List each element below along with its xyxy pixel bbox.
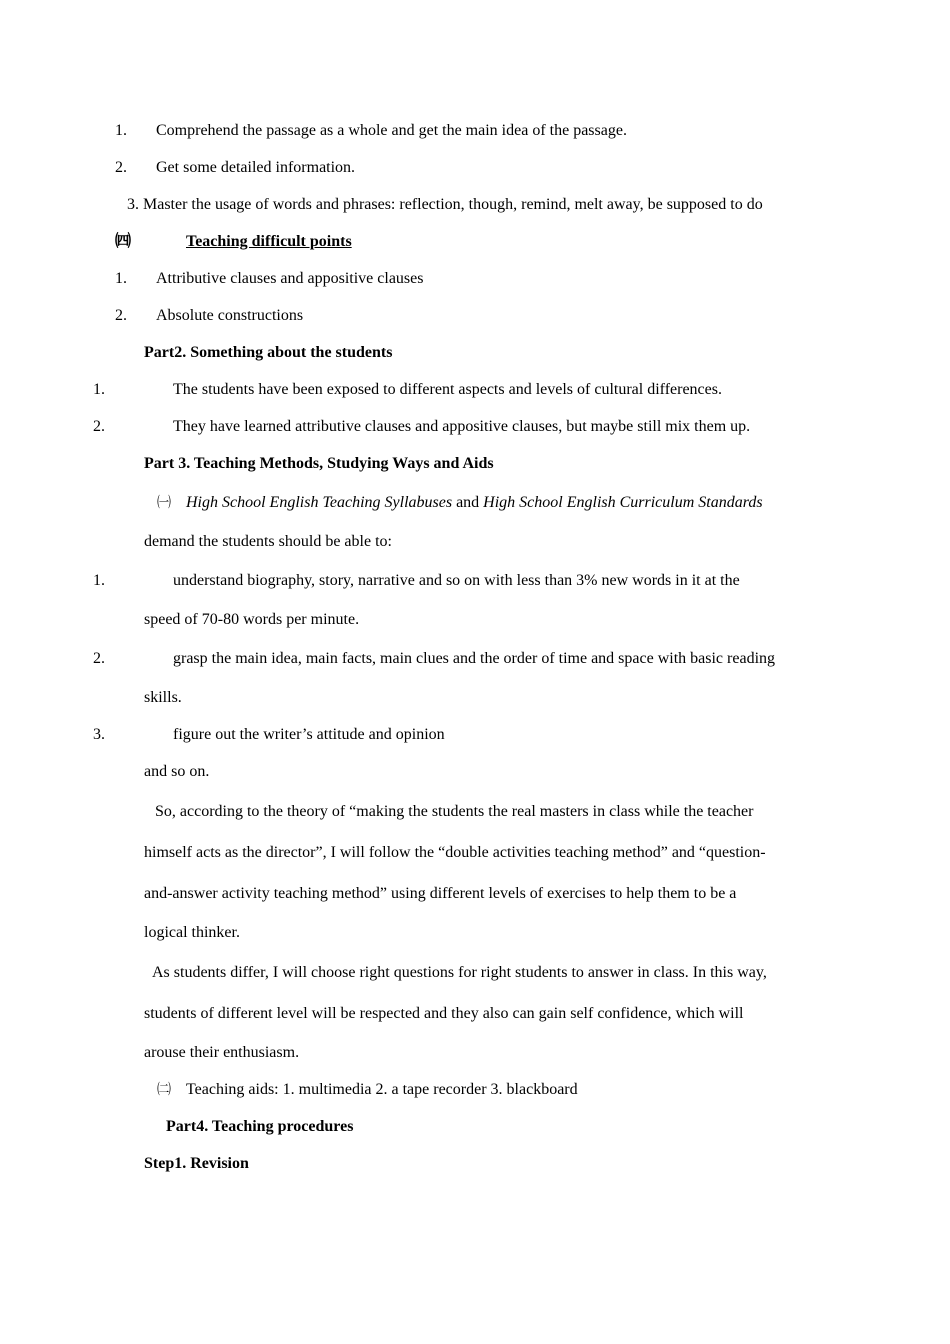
- text-segment: students of different level will be respected and they also can gain self confidence, which will: [144, 1005, 744, 1022]
- paragraph-line: [0, 791, 950, 832]
- text-segment: speed of 70-80 words per minute.: [144, 611, 360, 628]
- list-marker: 2.: [115, 159, 127, 176]
- list-item: [0, 260, 950, 297]
- paragraph-line: [0, 1034, 950, 1071]
- list-item: [0, 371, 950, 408]
- text-segment: Absolute constructions: [156, 307, 304, 324]
- text-segment: and: [452, 494, 484, 511]
- text-segment: Step1. Revision: [144, 1155, 249, 1172]
- text-segment: figure out the writer’s attitude and opinion: [173, 726, 445, 743]
- text-segment: So, according to the theory of “making the students the real masters in class while the teacher: [155, 803, 754, 820]
- paragraph-line: [0, 873, 950, 914]
- section-heading: [0, 1108, 950, 1145]
- paragraph-line: [0, 523, 950, 560]
- text-segment: Part2. Something about the students: [144, 344, 393, 361]
- list-item: [0, 112, 950, 149]
- text-segment: 3. Master the usage of words and phrases: reflection, though, remind, melt away, be supposed to do: [127, 196, 763, 213]
- list-item: [0, 297, 950, 334]
- text-segment: himself acts as the director”, I will follow the “double activities teaching method” and “question-: [144, 844, 766, 861]
- list-item: [0, 408, 950, 445]
- paragraph-line: [0, 601, 950, 638]
- section-heading: [0, 334, 950, 371]
- paragraph-line: [0, 832, 950, 873]
- section-heading: [0, 1145, 950, 1182]
- paragraph-line: [0, 753, 950, 791]
- text-segment: Part4. Teaching procedures: [166, 1118, 354, 1135]
- list-marker: ㈠: [157, 496, 171, 511]
- text-segment: and-answer activity teaching method” using different levels of exercises to help them to be a: [144, 885, 737, 902]
- list-marker: 1.: [115, 270, 127, 287]
- text-segment: grasp the main idea, main facts, main clues and the order of time and space with basic reading: [173, 650, 776, 667]
- text-segment: Part 3. Teaching Methods, Studying Ways and Aids: [144, 455, 494, 472]
- text-segment: They have learned attributive clauses and appositive clauses, but maybe still mix them up.: [173, 418, 751, 435]
- paragraph-line: [0, 914, 950, 952]
- text-segment: Teaching difficult points: [186, 233, 352, 250]
- text-segment: High School English Teaching Syllabuses: [186, 494, 453, 511]
- text-segment: Comprehend the passage as a whole and get the main idea of the passage.: [156, 122, 627, 139]
- list-marker: ㈡: [157, 1083, 171, 1098]
- text-segment: As students differ, I will choose right questions for right students to answer in class. In this way,: [152, 964, 767, 981]
- reference-line: [0, 482, 950, 523]
- text-segment: demand the students should be able to:: [144, 533, 392, 550]
- list-marker: 2.: [93, 418, 105, 435]
- list-item: [0, 149, 950, 186]
- list-item: [0, 186, 950, 223]
- list-marker: 1.: [93, 381, 105, 398]
- text-segment: logical thinker.: [144, 924, 240, 941]
- text-segment: Attributive clauses and appositive clauses: [156, 270, 424, 287]
- text-segment: arouse their enthusiasm.: [144, 1044, 300, 1061]
- text-segment: skills.: [144, 689, 182, 706]
- section-heading: [0, 223, 950, 260]
- list-item: [0, 638, 950, 679]
- list-marker: 3.: [93, 726, 105, 743]
- text-segment: Teaching aids: 1. multimedia 2. a tape recorder 3. blackboard: [186, 1081, 578, 1098]
- list-marker: 2.: [115, 307, 127, 324]
- paragraph-line: [0, 952, 950, 993]
- text-segment: Get some detailed information.: [156, 159, 356, 176]
- paragraph-line: [0, 679, 950, 716]
- text-segment: understand biography, story, narrative and so on with less than 3% new words in it at the: [173, 572, 740, 589]
- list-marker: 2.: [93, 650, 105, 667]
- list-marker: 1.: [93, 572, 105, 589]
- text-segment: The students have been exposed to different aspects and levels of cultural differences.: [173, 381, 722, 398]
- text-segment: and so on.: [144, 763, 210, 780]
- list-marker: 1.: [115, 122, 127, 139]
- list-item: [0, 560, 950, 601]
- list-marker: ㈣: [115, 233, 132, 250]
- paragraph-line: [0, 993, 950, 1034]
- reference-line: [0, 1071, 950, 1108]
- section-heading: [0, 445, 950, 482]
- list-item: [0, 716, 950, 753]
- text-segment: High School English Curriculum Standards: [483, 494, 763, 511]
